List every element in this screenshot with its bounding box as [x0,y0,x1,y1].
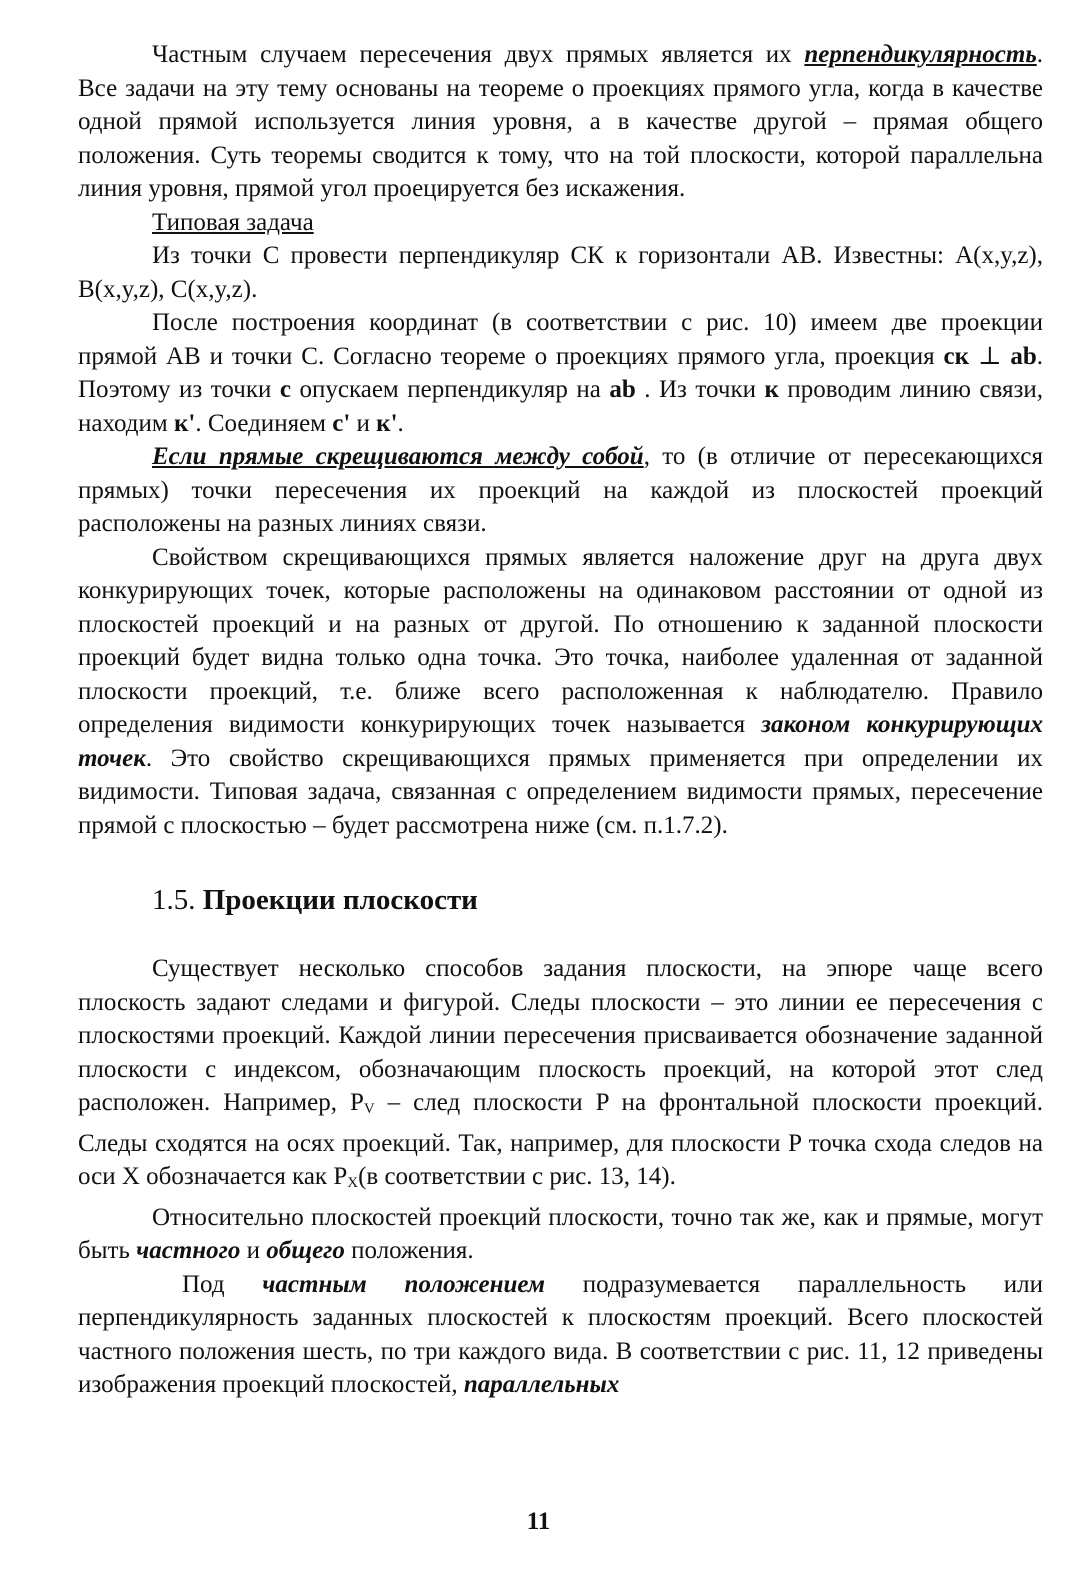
term-skew-lines: Если прямые скрещиваются между собой [152,443,644,470]
text-run: . [397,409,404,437]
paragraph-construction [78,306,1043,440]
text-run: проводим линию связи, находим [78,376,1044,437]
text-run: и [350,409,377,437]
subscript-x: X [347,1175,359,1191]
notation-ck: ск [943,342,970,370]
text-run: подразумевается параллельность или перпендикулярность заданных плоскостей к плоскостям проекций. Всего плоскостей частного положения шесть, по три каждого вида. В соответствии с рис. 11, 12 приведены изображения проекций плоскостей, [78,1270,1043,1398]
perpendicular-symbol: ⊥ [969,342,1011,370]
text-run: . Это свойство скрещивающихся прямых применяется при определении их видимости. Типовая задача, связанная с определением видимости прямых, пересечение прямой с плоскостью – будет рассмотрена ниже (см. п.1.7.2). [78,744,1043,839]
text-run: . Соединяем [195,409,333,437]
paragraph-particular-position [78,1268,1043,1402]
text-run: (в соответствии с рис. 13, 14). [358,1163,676,1190]
section-heading [78,882,1043,918]
typical-task-statement: Из точки С провести перпендикуляр СК к горизонтали АВ. Известны: А(x,y,z), B(x,y,z), C(x,y,z). [78,242,1043,303]
text-run: Существует несколько способов задания плоскости, на эпюре чаще всего плоскость задают следами и фигурой. Следы плоскости – это линии ее пересечения с плоскостями проекций. Каждой линии пересечения присваивается обозначение заданной плоскости с индексом, обозначающим плоскость проекций, на которой этот след расположен. Например, P [78,955,1043,1116]
paragraph-plane-positions [78,1201,1043,1268]
text-run: опускаем перпендикуляр на [290,376,610,403]
term-particular-position: частным положением [262,1270,545,1298]
text-run: и [240,1237,267,1264]
term-perpendicularity: перпендикулярность [804,41,1037,68]
text-run: . Поэтому из точки [78,342,1044,403]
section-title: Проекции плоскости [202,884,478,916]
text-run: Относительно плоскостей проекций плоскости, точно так же, как и прямые, могут быть [78,1203,1043,1264]
paragraph-plane-traces [78,952,1043,1201]
section-number: 1.5. [152,884,203,916]
subscript-v: V [363,1101,375,1117]
notation-k-prime: к' [376,409,398,437]
page-number: 11 [526,1508,551,1535]
notation-k-prime: к' [173,409,196,437]
notation-ab: ab [1010,342,1037,370]
paragraph-competing-points [78,541,1043,843]
text-run: . Все задачи на эту тему основаны на теореме о проекциях прямого угла, когда в качестве одной прямой используется линия уровня, а в качестве другой – прямая общего положения. Суть теоремы сводится к тому, что на той плоскости, которой параллельна линия уровня, прямой угол проецируется без искажения. [78,41,1043,202]
term-competing-points-law: законом конкурирующих точек [78,711,1043,772]
text-run: , то (в отличие от пересекающихся прямых) точки пересечения их проекций на каждой из плоскостей проекций расположены на разных линиях связи. [78,443,1043,537]
notation-k: к [764,376,779,403]
notation-c-prime: с' [332,409,351,437]
term-general: общего [266,1237,345,1264]
text-run: Частным случаем пересечения двух прямых является их [152,41,805,68]
text-run: – след плоскости P на фронтальной плоскости проекций. Следы сходятся на осях проекций. Так, например, для плоскости P точка схода следов на оси X обозначается как P [78,1089,1043,1190]
text-run: Под [182,1270,263,1298]
page-body [78,38,1043,1402]
text-run: Свойством скрещивающихся прямых является наложение друг на друга двух конкурирующих точек, которые расположены на одинаковом расстоянии от одной из плоскостей проекций и на разных от другой. По отношению к заданной плоскости проекций будет видна только одна точка. Это точка, наиболее удаленная от заданной плоскости проекций, т.е. ближе всего расположенная к наблюдателю. Правило определения видимости конкурирующих точек называется [78,543,1043,738]
paragraph-perpendicularity [78,38,1043,206]
text-run: После построения координат (в соответствии с рис. 10) имеем две проекции прямой АВ и точки С. Согласно теореме о проекциях прямого угла, проекция [78,309,1043,370]
notation-ab: ab [609,376,636,403]
typical-task-label-paragraph [78,206,1043,240]
text-run: положения. [344,1237,474,1264]
term-particular: частного [136,1237,241,1264]
text-run: . Из точки [635,376,765,403]
typical-task-label: Типовая задача [152,208,314,236]
term-parallel: параллельных [463,1371,620,1398]
paragraph-skew-lines [78,440,1043,541]
notation-c: с [279,376,291,403]
